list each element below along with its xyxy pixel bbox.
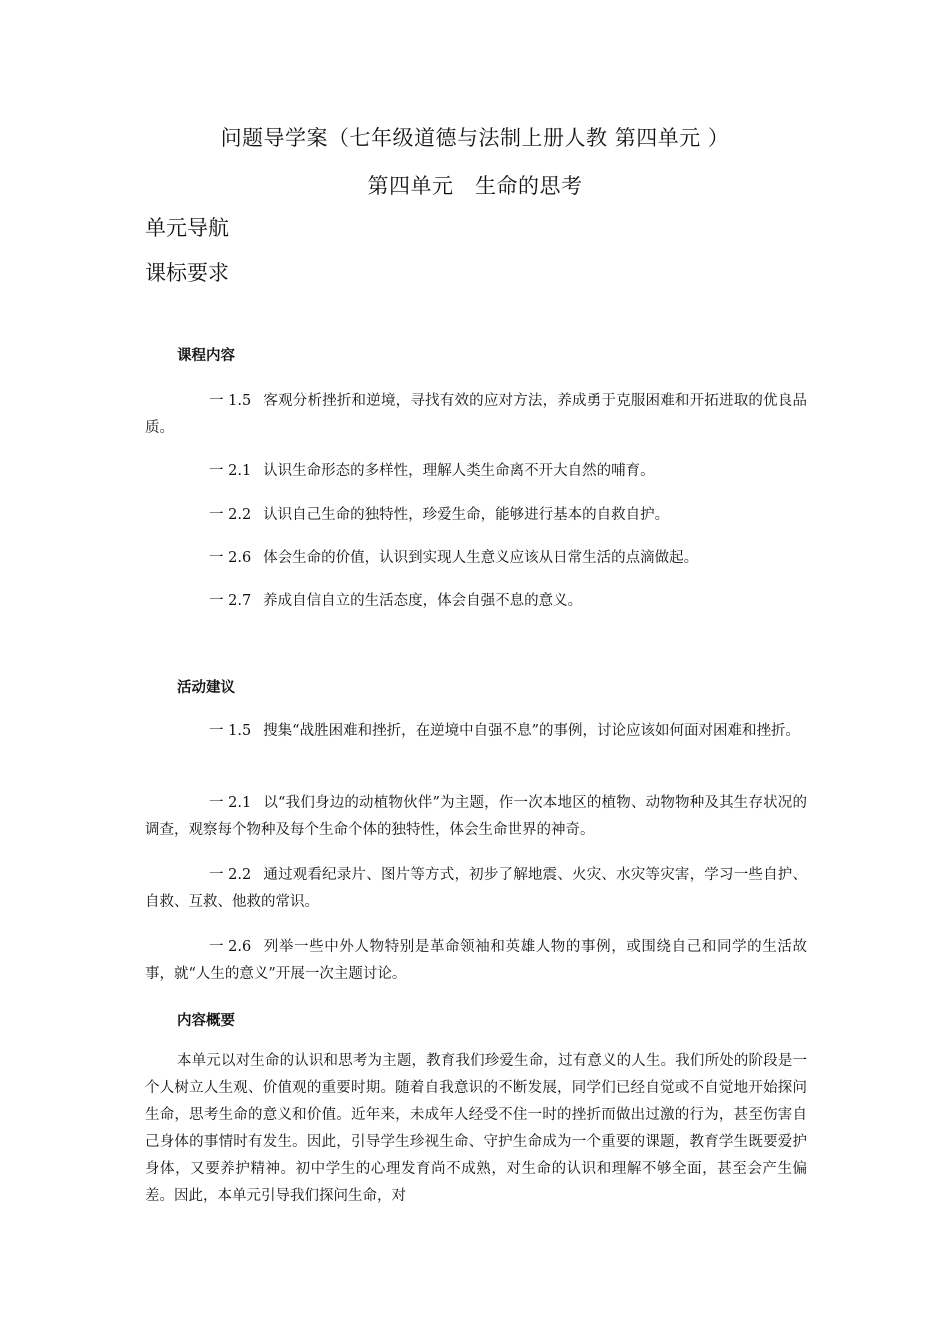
overview-paragraph: 本单元以对生命的认识和思考为主题，教育我们珍爱生命，过有意义的人生。我们所处的阶段是一个人树立人生观、价值观的重要时期。随着自我意识的不断发展，同学们已经自觉或不自觉地开始探问生命，思考生命的意义和价值。近年来，未成年人经受不住一时的挫折而做出过激的行为，甚至伤害自己身体的事情时有发生。因此，引导学生珍视生命、守护生命成为一个重要的课题，教育学生既要爱护身体，又要养护精神。初中学生的心理发育尚不成熟，对生命的认识和理解不够全面，甚至会产生偏差。因此，本单元引导我们探问生命，对	[145, 1053, 807, 1204]
course-content-heading: 课程内容	[177, 348, 235, 364]
item-code: 一 2.7	[209, 593, 252, 609]
course-content-item	[145, 588, 807, 615]
unit-title: 第四单元 生命的思考	[367, 174, 583, 198]
curriculum-standard-heading: 课标要求	[145, 261, 229, 285]
item-code: 一 2.1	[209, 795, 252, 811]
activity-item	[145, 718, 807, 745]
item-text: 认识生命形态的多样性，理解人类生命离不开大自然的哺育。	[263, 463, 655, 479]
item-code: 一 2.6	[209, 939, 252, 955]
item-code: 一 2.1	[209, 463, 252, 479]
course-content-item	[145, 502, 807, 529]
item-code: 一 1.5	[209, 723, 252, 739]
item-text: 体会生命的价值，认识到实现人生意义应该从日常生活的点滴做起。	[263, 550, 699, 566]
unit-navigation-heading: 单元导航	[145, 216, 229, 240]
item-text: 客观分析挫折和逆境，寻找有效的应对方法，养成勇于克服困难和开拓进取的优良品质。	[145, 393, 807, 436]
activity-item	[145, 790, 807, 844]
overview-body	[145, 1048, 807, 1210]
item-code: 一 1.5	[209, 393, 252, 409]
item-code: 一 2.2	[209, 867, 252, 883]
item-text: 认识自己生命的独特性，珍爱生命，能够进行基本的自救自护。	[263, 507, 670, 523]
item-code: 一 2.2	[209, 507, 252, 523]
item-text: 搜集“战胜困难和挫折，在逆境中自强不息”的事例，讨论应该如何面对困难和挫折。	[263, 723, 800, 739]
item-text: 通过观看纪录片、图片等方式，初步了解地震、火灾、水灾等灾害，学习一些自护、自救、互救、他救的常识。	[145, 867, 807, 910]
course-content-item	[145, 388, 807, 442]
activities-section	[145, 675, 807, 702]
activity-item	[145, 934, 807, 988]
activities-heading: 活动建议	[177, 680, 235, 696]
course-content-section	[145, 343, 807, 370]
item-text: 列举一些中外人物特别是革命领袖和英雄人物的事例，或围绕自己和同学的生活故事，就“人生的意义”开展一次主题讨论。	[145, 939, 807, 982]
document-title: 问题导学案（七年级道德与法制上册人教 第四单元 ）	[220, 126, 730, 150]
activity-item	[145, 862, 807, 916]
item-text: 养成自信自立的生活态度，体会自强不息的意义。	[263, 593, 583, 609]
course-content-item	[145, 545, 807, 572]
overview-heading: 内容概要	[177, 1013, 235, 1029]
overview-section	[145, 1008, 807, 1035]
item-code: 一 2.6	[209, 550, 252, 566]
course-content-item	[145, 458, 807, 485]
item-text: 以“我们身边的动植物伙伴”为主题，作一次本地区的植物、动物物种及其生存状况的调查，观察每个物种及每个生命个体的独特性，体会生命世界的神奇。	[145, 795, 807, 838]
